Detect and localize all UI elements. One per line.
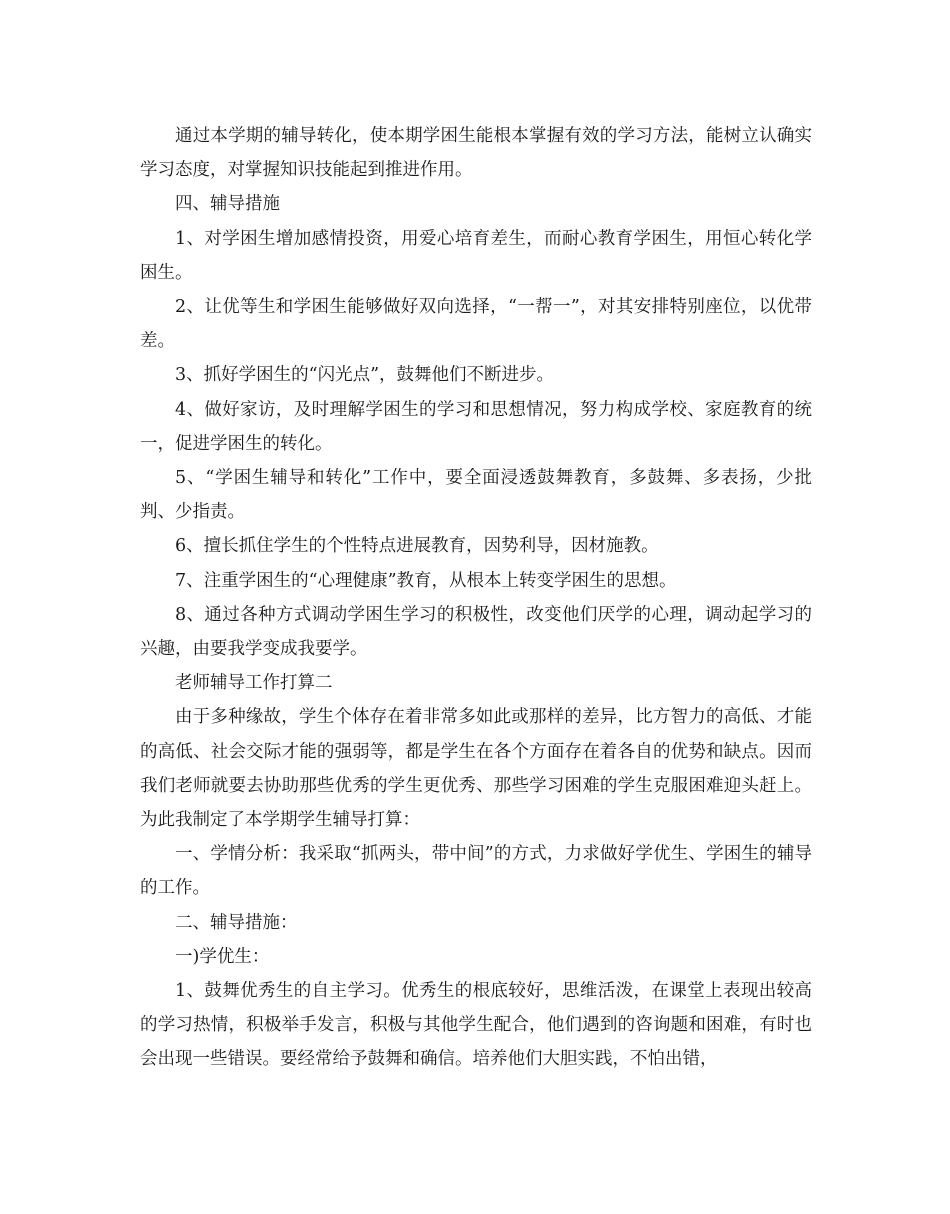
paragraph-measure-7: 7、注重学困生的“心理健康”教育，从根本上转变学困生的思想。 <box>175 570 677 591</box>
paragraph-measure-3: 3、抓好学困生的“闪光点”，鼓舞他们不断进步。 <box>175 365 555 386</box>
paragraph-measure-5: 5、“学困生辅导和转化”工作中，要全面浸透鼓舞教育，多鼓舞、多表扬，少批判、少指责。 <box>140 468 812 523</box>
paragraph-measure-8: 8、通过各种方式调动学困生学习的积极性，改变他们厌学的心理，调动起学习的兴趣，由要我学变成我要学。 <box>140 604 812 660</box>
document-page <box>140 119 812 1077</box>
heading-top-students: 一)学优生： <box>175 946 270 967</box>
section-title-plan-two: 老师辅导工作打算二 <box>175 673 333 694</box>
paragraph-measure-4: 4、做好家访，及时理解学困生的学习和思想情况，努力构成学校、家庭教育的统一，促进学困生的转化。 <box>140 399 812 454</box>
heading-guidance-measures-two: 二、辅导措施： <box>175 912 298 933</box>
paragraph-measure-1: 1、对学困生增加感情投资，用爱心培育差生，而耐心教育学困生，用恒心转化学困生。 <box>140 228 812 283</box>
paragraph-measure-6: 6、擅长抓住学生的个性特点进展教育，因势利导，因材施教。 <box>175 536 659 557</box>
paragraph-top-students-1: 1、鼓舞优秀生的自主学习。优秀生的根底较好，思维活泼，在课堂上表现出较高的学习热情，积极举手发言，积极与其他学生配合，他们遇到的咨询题和困难，有时也会出现一些错误。要经常给予鼓舞和确信。培养他们大胆实践，不怕出错， <box>140 981 812 1070</box>
heading-guidance-measures: 四、辅导措施 <box>175 194 280 215</box>
paragraph-situation-analysis: 一、学情分析：我采取“抓两头，带中间”的方式，力求做好学优生、学困生的辅导的工作。 <box>140 844 812 899</box>
paragraph-study-goal: 通过本学期的辅导转化，使本期学困生能根本掌握有效的学习方法，能树立认确实学习态度，对掌握知识技能起到推进作用。 <box>140 126 812 181</box>
paragraph-measure-2: 2、让优等生和学困生能够做好双向选择，“一帮一”，对其安排特别座位，以优带差。 <box>140 297 812 352</box>
paragraph-plan-two-intro: 由于多种缘故，学生个体存在着非常多如此或那样的差异，比方智力的高低、才能的高低、社会交际才能的强弱等，都是学生在各个方面存在着各自的优势和缺点。因而我们老师就要去协助那些优秀的学生更优秀、那些学习困难的学生克服困难迎头赶上。为此我制定了本学期学生辅导打算： <box>140 707 812 831</box>
